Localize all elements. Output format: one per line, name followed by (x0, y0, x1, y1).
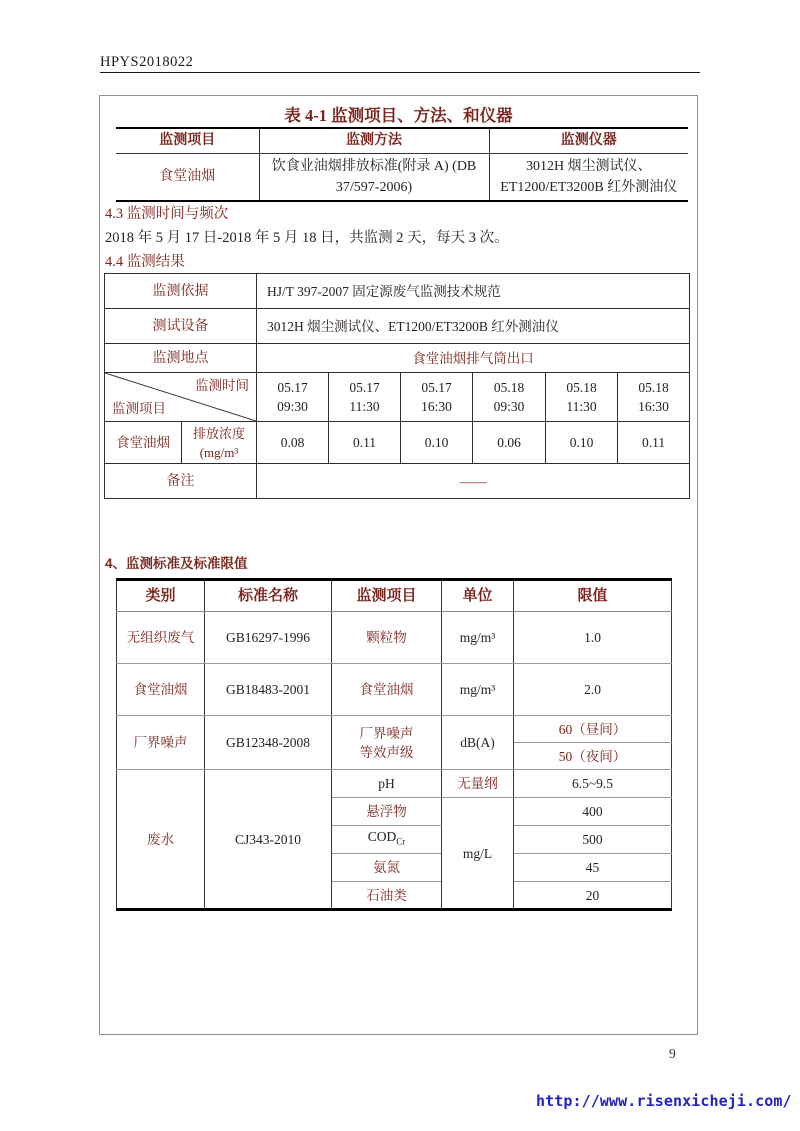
value-5: 0.10 (546, 422, 618, 464)
date: 05.17 (421, 380, 452, 395)
header-unit: 单位 (442, 580, 514, 612)
param-nh3n: 氨氮 (332, 854, 442, 882)
time-col-1 (257, 373, 329, 422)
limit-day: 60（昼间） (514, 716, 672, 743)
header-item: 监测项目 (332, 580, 442, 612)
item: 颗粒物 (332, 612, 442, 664)
method-line2: 37/597-2006) (335, 179, 413, 195)
document-code: HPYS2018022 (100, 54, 194, 70)
time-header-row (105, 373, 690, 422)
monitoring-results-table (104, 273, 690, 499)
time: 09:30 (493, 399, 525, 414)
time: 09:30 (277, 399, 308, 414)
table-header-row (116, 128, 688, 153)
device-value: 3012H 烟尘测试仪、ET1200/ET3200B 红外测油仪 (257, 309, 690, 344)
standard: CJ343-2010 (205, 770, 332, 910)
standards-table (116, 578, 672, 911)
page-number: 9 (669, 1046, 676, 1061)
col-header-item: 监测项目 (116, 128, 259, 153)
param-ph: pH (332, 770, 442, 798)
param-line1: 排放浓度 (192, 425, 245, 441)
section-4-3-body: 2018 年 5 月 17 日-2018 年 5 月 18 日，共监测 2 天，每天 3 次。 (105, 230, 509, 246)
basis-row (105, 274, 690, 309)
header-rule (100, 72, 700, 73)
standard: GB12348-2008 (205, 716, 332, 770)
diagonal-header-cell (105, 373, 257, 422)
header-category: 类别 (117, 580, 205, 612)
item-label: 食堂油烟 (105, 422, 182, 464)
table-row (116, 153, 688, 201)
method-line1: 饮食业油烟排放标准(附录 A) (DB (271, 158, 477, 174)
wastewater-row-ph (117, 770, 672, 798)
category: 无组织废气 (117, 612, 205, 664)
standards-header-row (117, 580, 672, 612)
instrument-line2: ET1200/ET3200B 红外测油仪 (500, 179, 678, 195)
date: 05.17 (277, 380, 308, 395)
category: 厂界噪声 (117, 716, 205, 770)
time: 11:30 (566, 399, 597, 414)
time-col-5 (546, 373, 618, 422)
section-4-heading: 4、监测标准及标准限值 (105, 556, 248, 571)
limit-ss: 400 (514, 798, 672, 826)
fugitive-gas-row (117, 612, 672, 664)
date: 05.17 (349, 380, 380, 395)
category: 废水 (117, 770, 205, 910)
table-4-1-title: 表 4-1 监测项目、方法、和仪器 (284, 106, 513, 125)
limit-nh3n: 45 (514, 854, 672, 882)
cod-subscript: Cr (396, 836, 406, 847)
cell-instrument (489, 153, 688, 201)
standard: GB16297-1996 (205, 612, 332, 664)
canteen-fume-row (117, 664, 672, 716)
diag-bottom-label: 监测项目 (112, 401, 166, 416)
cod-main: COD (367, 829, 397, 845)
date: 05.18 (566, 380, 597, 395)
basis-label: 监测依据 (105, 274, 257, 309)
unit-merged: mg/L (442, 798, 514, 910)
unit: mg/m³ (442, 664, 514, 716)
cell-item: 食堂油烟 (159, 169, 216, 185)
param-line2: (mg/m³ (199, 444, 239, 460)
item (332, 716, 442, 770)
limit-ph: 6.5~9.5 (514, 770, 672, 798)
noise-row-day (117, 716, 672, 743)
location-label: 监测地点 (105, 344, 257, 373)
limit-oil: 20 (514, 882, 672, 910)
time-col-6 (618, 373, 690, 422)
remark-label: 备注 (105, 464, 257, 499)
diag-top-label: 监测时间 (195, 378, 249, 393)
standard: GB18483-2001 (205, 664, 332, 716)
location-row (105, 344, 690, 373)
param-oil: 石油类 (332, 882, 442, 910)
unit: mg/m³ (442, 612, 514, 664)
unit-ph: 无量纲 (442, 770, 514, 798)
item: 食堂油烟 (332, 664, 442, 716)
content-border-box (99, 95, 698, 1035)
col-header-method: 监测方法 (259, 128, 489, 153)
time-col-3 (401, 373, 473, 422)
item-line2: 等效声级 (359, 744, 414, 760)
device-label: 测试设备 (105, 309, 257, 344)
value-3: 0.10 (401, 422, 473, 464)
time-col-2 (329, 373, 401, 422)
param-cod (332, 826, 442, 854)
monitoring-items-table (116, 127, 688, 202)
time: 11:30 (349, 399, 380, 414)
basis-value: HJ/T 397-2007 固定源废气监测技术规范 (257, 274, 690, 309)
col-header-instrument: 监测仪器 (489, 128, 688, 153)
unit: dB(A) (442, 716, 514, 770)
param-ss: 悬浮物 (332, 798, 442, 826)
device-row (105, 309, 690, 344)
header-limit: 限值 (514, 580, 672, 612)
limit: 1.0 (514, 612, 672, 664)
limit-cod: 500 (514, 826, 672, 854)
date: 05.18 (638, 380, 669, 395)
item-line1: 厂界噪声 (359, 725, 414, 741)
value-1: 0.08 (257, 422, 329, 464)
date: 05.18 (493, 380, 525, 395)
header-standard: 标准名称 (205, 580, 332, 612)
param-cell (182, 422, 257, 464)
category: 食堂油烟 (117, 664, 205, 716)
cell-method (259, 153, 489, 201)
time: 16:30 (638, 399, 669, 414)
location-value: 食堂油烟排气筒出口 (257, 344, 690, 373)
time: 16:30 (421, 399, 452, 414)
remark-row (105, 464, 690, 499)
value-4: 0.06 (473, 422, 546, 464)
instrument-line1: 3012H 烟尘测试仪、 (525, 158, 652, 174)
time-col-4 (473, 373, 546, 422)
limit: 2.0 (514, 664, 672, 716)
section-4-4-heading: 4.4 监测结果 (105, 254, 185, 270)
values-row (105, 422, 690, 464)
remark-value: —— (257, 464, 690, 499)
watermark-url-link[interactable]: http://www.risenxicheji.com/ (536, 1092, 792, 1110)
section-4-3-heading: 4.3 监测时间与频次 (105, 206, 229, 222)
value-2: 0.11 (329, 422, 401, 464)
value-6: 0.11 (618, 422, 690, 464)
limit-night: 50（夜间） (514, 743, 672, 770)
